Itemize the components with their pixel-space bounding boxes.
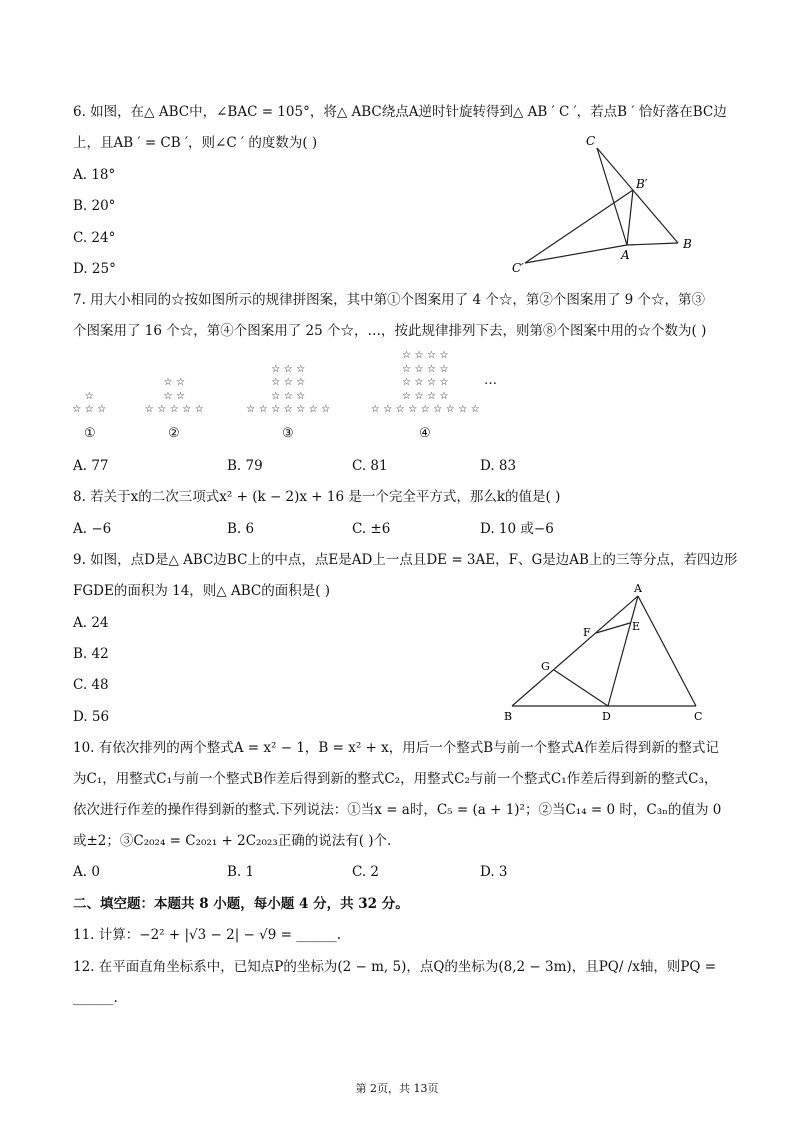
star-icon: ☆ bbox=[296, 363, 306, 375]
star-icon: ☆ bbox=[427, 350, 436, 361]
q9-label-c: C bbox=[694, 710, 703, 723]
section-heading-fill-in: 二、填空题：本题共 8 小题，每小题 4 分，共 32 分。 bbox=[73, 896, 409, 912]
q9-segment-ab bbox=[512, 596, 641, 706]
q6-label-c: C bbox=[586, 134, 596, 148]
star-icon: ☆ bbox=[296, 390, 306, 402]
q10-option-b: B. 1 bbox=[227, 864, 255, 880]
star-icon: ☆ bbox=[296, 404, 306, 415]
q8-option-a: A. −6 bbox=[73, 521, 112, 537]
q10-option-a: A. 0 bbox=[73, 864, 100, 880]
q7-pattern-ellipsis: … bbox=[484, 373, 497, 388]
q8-option-c: C. ±6 bbox=[352, 521, 391, 537]
q7-pattern-label-2: ② bbox=[168, 426, 180, 441]
q7-option-c: C. 81 bbox=[352, 458, 388, 474]
star-icon: ☆ bbox=[308, 404, 318, 415]
q10-option-c: C. 2 bbox=[352, 864, 380, 880]
star-icon: ☆ bbox=[470, 404, 480, 415]
star-icon: ☆ bbox=[458, 404, 468, 415]
q9-label-d: D bbox=[602, 710, 611, 723]
star-icon: ☆ bbox=[402, 363, 411, 375]
q7-option-a: A. 77 bbox=[73, 458, 109, 474]
q9-option-d: D. 56 bbox=[73, 709, 110, 725]
q9-segment-ac bbox=[638, 596, 696, 706]
q9-stem-line1: 9. 如图，点D是△ ABC边BC上的中点，点E是AD上一点且DE = 3AE，F、G是边AB上的三等分点，若四边形 bbox=[73, 552, 738, 568]
q6-option-a: A. 18° bbox=[73, 167, 116, 183]
star-icon: ☆ bbox=[439, 350, 449, 361]
q6-segment-a-cprime bbox=[525, 245, 627, 263]
q9-triangle-figure bbox=[498, 582, 710, 727]
q9-label-g: G bbox=[541, 660, 550, 673]
q6-segment-bprime-cprime bbox=[525, 190, 633, 263]
star-icon: ☆ bbox=[414, 377, 424, 388]
q6-label-b: B bbox=[683, 237, 692, 251]
star-icon: ☆ bbox=[271, 404, 281, 415]
q6-label-b-prime: B′ bbox=[636, 177, 648, 191]
q6-label-c-prime: C′ bbox=[512, 261, 524, 275]
star-icon: ☆ bbox=[163, 390, 173, 402]
star-icon: ☆ bbox=[402, 377, 411, 388]
q8-stem-line1: 8. 若关于x的二次三项式x² + (k − 2)x + 16 是一个完全平方式，那么k的值是( ) bbox=[73, 489, 561, 505]
q6-label-a: A bbox=[621, 248, 630, 262]
q9-segment-gd bbox=[554, 670, 608, 706]
star-icon: ☆ bbox=[271, 377, 281, 388]
q9-segment-ad bbox=[608, 596, 641, 706]
q9-label-b: B bbox=[504, 710, 513, 723]
star-icon: ☆ bbox=[414, 350, 424, 361]
q6-option-b: B. 20° bbox=[73, 198, 116, 214]
star-icon: ☆ bbox=[383, 404, 393, 415]
q7-pattern-label-1: ① bbox=[84, 426, 96, 441]
star-icon: ☆ bbox=[408, 404, 418, 415]
star-icon: ☆ bbox=[414, 390, 424, 402]
q7-option-b: B. 79 bbox=[227, 458, 263, 474]
star-icon: ☆ bbox=[427, 363, 436, 375]
q10-stem-line2: 为C₁，用整式C₁与前一个整式B作差后得到新的整式C₂，用整式C₂与前一个整式C₁作差后得到新的整式C₃， bbox=[73, 771, 718, 787]
star-icon: ☆ bbox=[395, 404, 405, 415]
q6-segment-ab bbox=[627, 243, 678, 245]
star-icon: ☆ bbox=[439, 363, 449, 375]
q7-option-d: D. 83 bbox=[480, 458, 517, 474]
q6-option-d: D. 25° bbox=[73, 261, 116, 277]
star-icon: ☆ bbox=[414, 363, 424, 375]
q9-label-a: A bbox=[634, 582, 642, 595]
star-icon: ☆ bbox=[176, 390, 185, 402]
q6-segment-cb bbox=[597, 148, 678, 243]
star-icon: ☆ bbox=[283, 404, 293, 415]
q8-option-b: B. 6 bbox=[227, 521, 255, 537]
star-icon: ☆ bbox=[97, 404, 107, 415]
star-icon: ☆ bbox=[321, 404, 331, 415]
q6-stem-line2: 上，且AB ′ = CB ′，则∠C ′ 的度数为( ) bbox=[73, 135, 318, 151]
star-icon: ☆ bbox=[169, 404, 179, 415]
star-icon: ☆ bbox=[439, 377, 449, 388]
q6-option-c: C. 24° bbox=[73, 230, 116, 246]
q10-stem-line1: 10. 有依次排列的两个整式A = x² − 1，B = x² + x，用后一个整式B与前一个整式A作差后得到新的整式记 bbox=[73, 740, 719, 756]
q9-stem-line2: FGDE的面积为 14，则△ ABC的面积是( ) bbox=[73, 583, 331, 599]
star-icon: ☆ bbox=[271, 363, 281, 375]
star-icon: ☆ bbox=[370, 404, 380, 415]
q9-option-a: A. 24 bbox=[73, 615, 109, 631]
q7-stem-line1: 7. 用大小相同的☆按如图所示的规律拼图案，其中第①个图案用了 4 个☆，第②个图案用了 9 个☆，第③ bbox=[73, 292, 706, 308]
q7-stem-line2: 个图案用了 16 个☆，第④个图案用了 25 个☆，…，按此规律排列下去，则第⑧个图案中用的☆个数为( ) bbox=[73, 323, 707, 339]
q6-segment-ab-prime bbox=[627, 190, 633, 245]
star-icon: ☆ bbox=[84, 390, 94, 402]
star-icon: ☆ bbox=[182, 404, 192, 415]
q8-option-d: D. 10 或−6 bbox=[480, 521, 554, 537]
star-icon: ☆ bbox=[296, 377, 306, 388]
star-icon: ☆ bbox=[283, 377, 293, 388]
star-icon: ☆ bbox=[258, 404, 268, 415]
star-icon: ☆ bbox=[163, 377, 173, 388]
star-icon: ☆ bbox=[283, 390, 293, 402]
q6-triangle-figure bbox=[500, 128, 710, 278]
star-icon: ☆ bbox=[194, 404, 204, 415]
star-icon: ☆ bbox=[72, 404, 82, 415]
star-icon: ☆ bbox=[402, 350, 411, 361]
star-icon: ☆ bbox=[439, 390, 449, 402]
q12-stem-line2: ______. bbox=[73, 990, 118, 1006]
star-icon: ☆ bbox=[84, 404, 94, 415]
q9-option-b: B. 42 bbox=[73, 646, 109, 662]
q9-option-c: C. 48 bbox=[73, 677, 109, 693]
q11-stem-line1: 11. 计算：−2² + |√3 − 2| − √9 = ______. bbox=[73, 927, 342, 943]
q9-label-e: E bbox=[632, 620, 641, 633]
q6-stem-line1: 6. 如图，在△ ABC中，∠BAC = 105°，将△ ABC绕点A逆时针旋转得到△ AB ′ C ′，若点B ′ 恰好落在BC边 bbox=[73, 104, 727, 120]
q12-stem-line1: 12. 在平面直角坐标系中，已知点P的坐标为(2 − m, 5)，点Q的坐标为(8,2 − 3m)，且PQ/ /x轴，则PQ = bbox=[73, 959, 717, 975]
q7-pattern-label-4: ④ bbox=[419, 426, 431, 441]
q9-label-f: F bbox=[583, 626, 591, 639]
star-icon: ☆ bbox=[433, 404, 443, 415]
star-icon: ☆ bbox=[271, 390, 281, 402]
q10-option-d: D. 3 bbox=[480, 864, 508, 880]
star-icon: ☆ bbox=[144, 404, 154, 415]
star-icon: ☆ bbox=[420, 404, 430, 415]
star-icon: ☆ bbox=[445, 404, 455, 415]
star-icon: ☆ bbox=[176, 377, 185, 388]
star-icon: ☆ bbox=[427, 377, 436, 388]
q7-pattern-label-3: ③ bbox=[282, 426, 294, 441]
star-icon: ☆ bbox=[283, 363, 293, 375]
star-icon: ☆ bbox=[246, 404, 256, 415]
star-icon: ☆ bbox=[427, 390, 436, 402]
star-icon: ☆ bbox=[157, 404, 167, 415]
q10-stem-line3: 依次进行作差的操作得到新的整式.下列说法：①当x = a时，C₅ = (a + 1)²；②当C₁₄ = 0 时，C₃ₙ的值为 0 bbox=[73, 802, 722, 818]
page-footer: 第 2页，共 13页 bbox=[355, 1082, 439, 1095]
star-icon: ☆ bbox=[402, 390, 411, 402]
q10-stem-line4: 或±2；③C₂₀₂₄ = C₂₀₂₁ + 2C₂₀₂₃正确的说法有( )个. bbox=[73, 833, 392, 849]
